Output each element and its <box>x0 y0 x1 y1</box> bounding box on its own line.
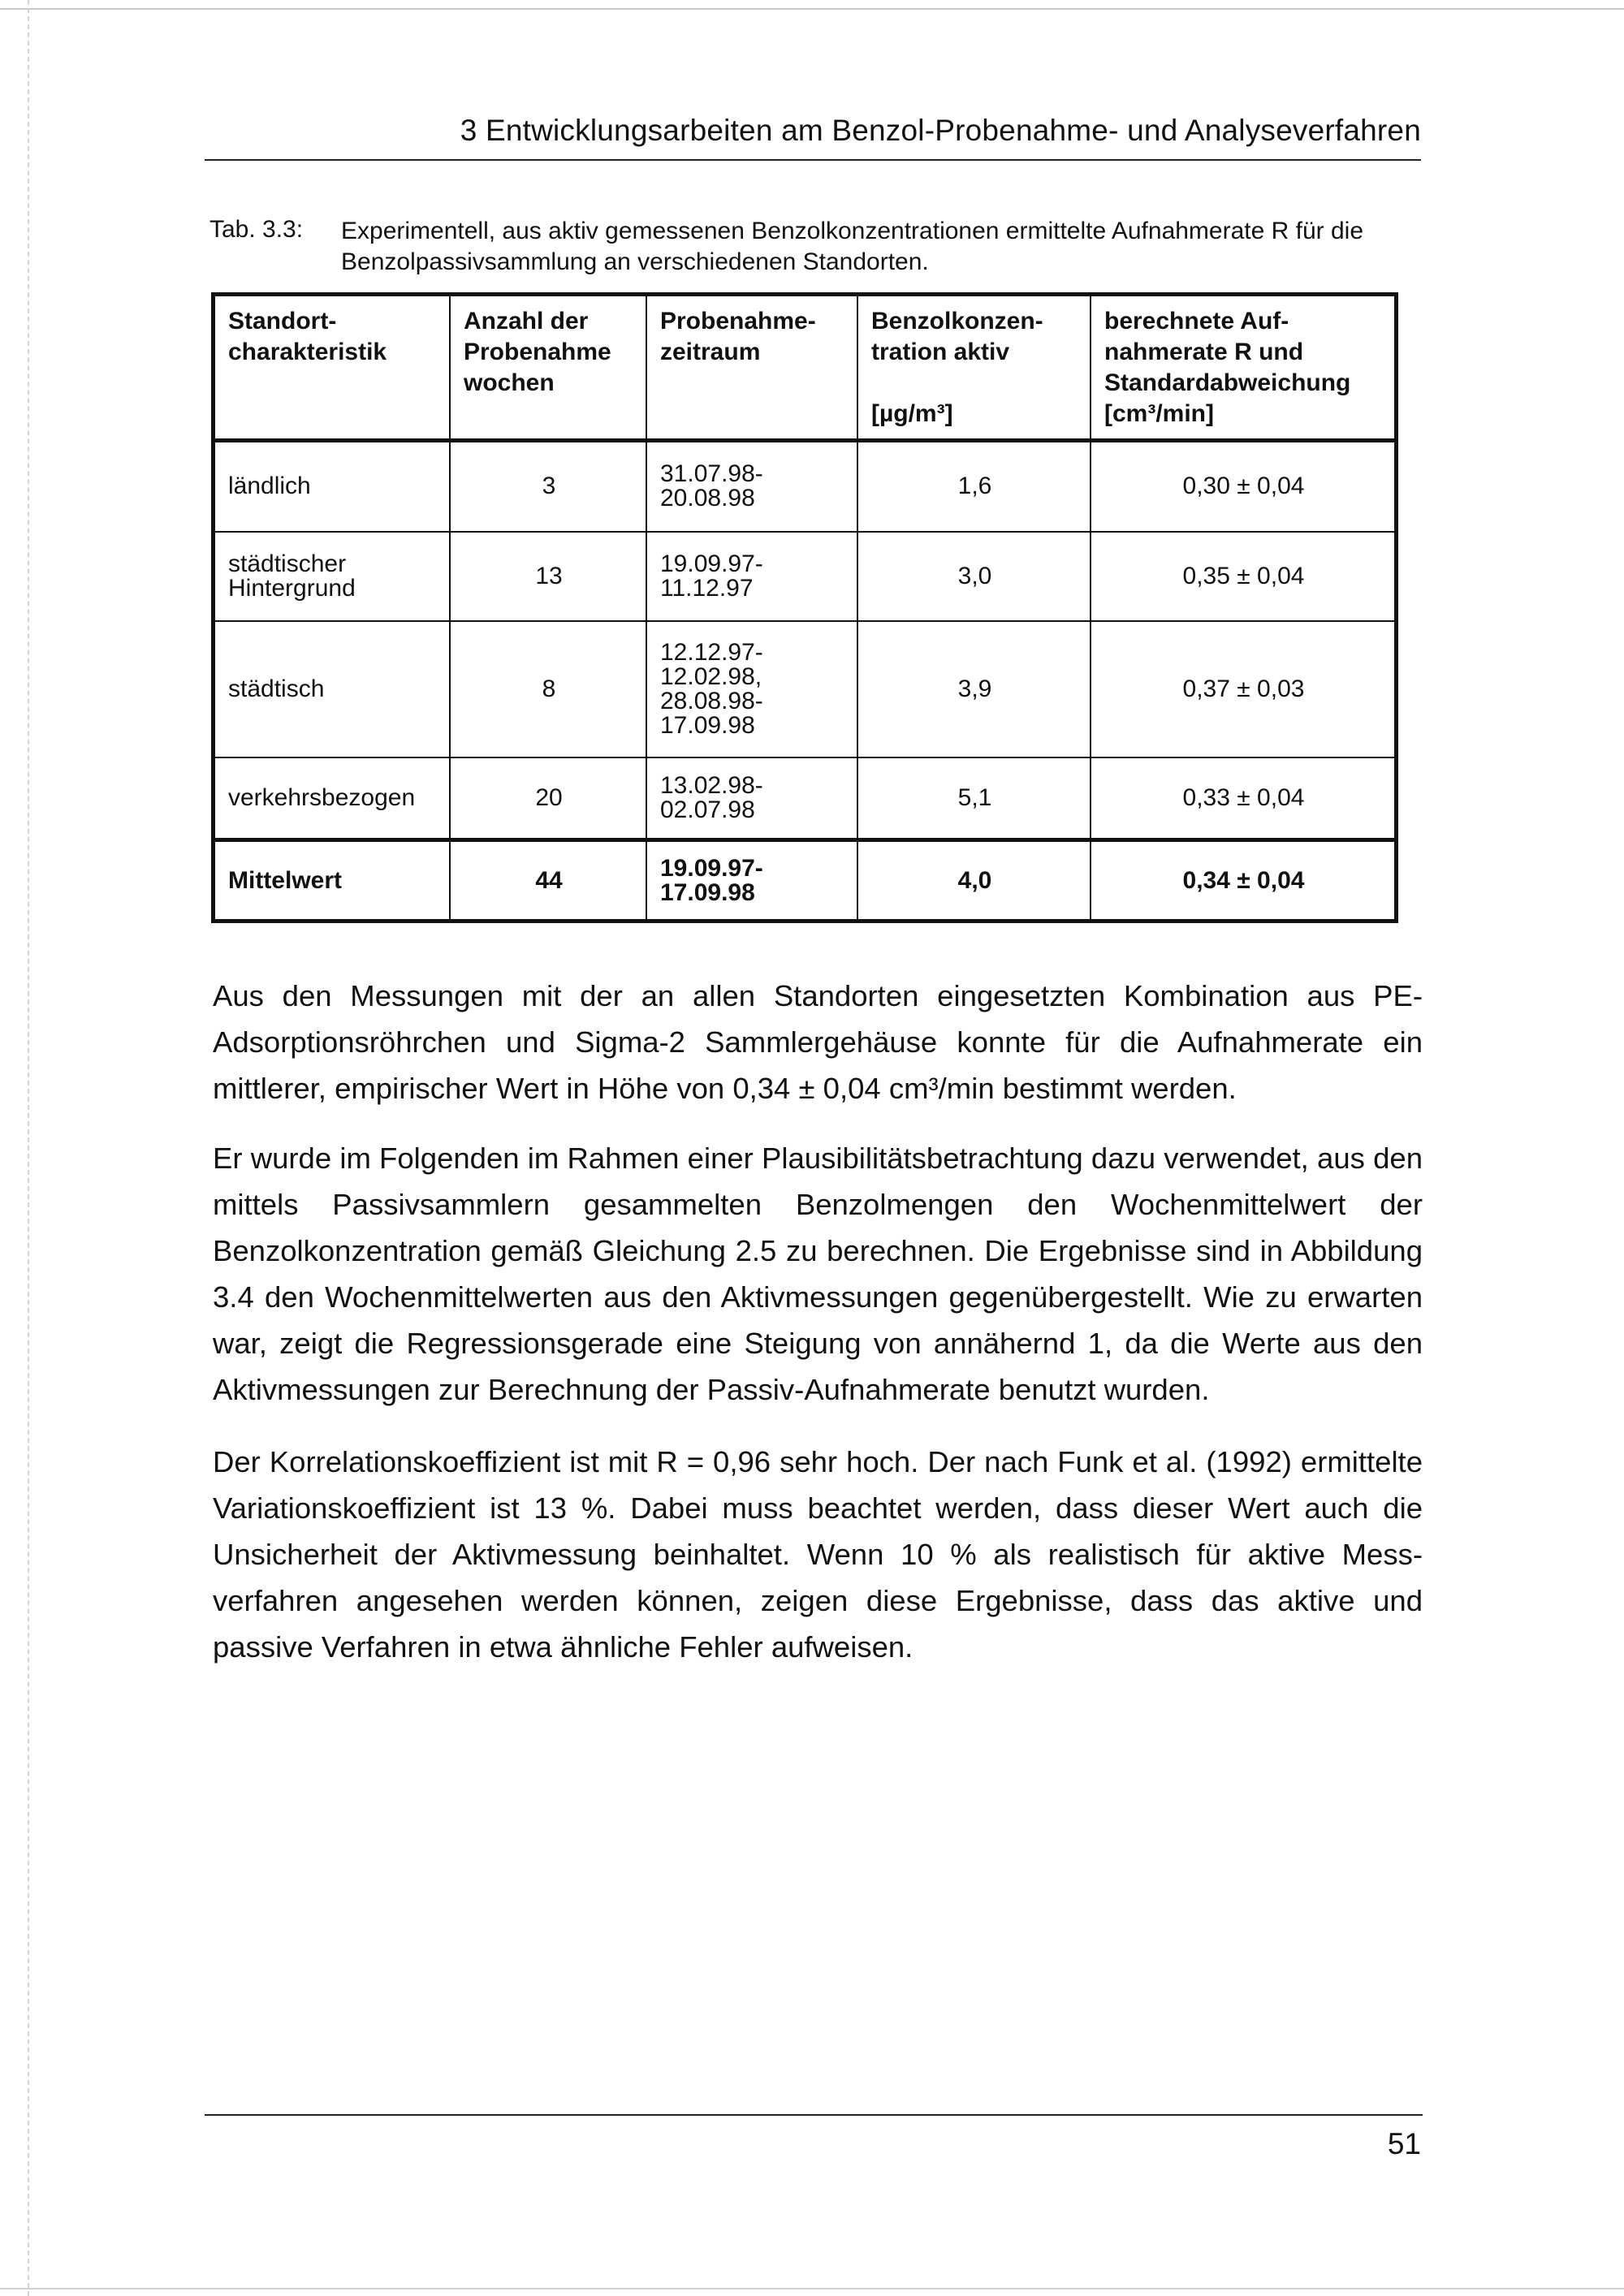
header-text: Standort- <box>228 308 337 334</box>
header-text: Probenahme <box>464 339 611 365</box>
header-text: Benzolkonzen- <box>871 308 1043 334</box>
scan-edge-left <box>28 0 29 2296</box>
header-unit: [µg/m³] <box>871 400 953 427</box>
page-number: 51 <box>1387 2127 1421 2160</box>
header-text: Probenahme- <box>660 308 816 334</box>
table-header-row <box>214 295 1397 441</box>
paragraph-text: Aus den Messungen mit der an allen Standorten eingesetzten Kombination aus PE-Adsorptionsröhrchen und Sigma-2 Sammlergehäuse konnte für die Aufnahmerate ein mittlerer, empirischer Wert in Höhe von 0,34 ± 0,04 cm³/min bestimmt werden. <box>213 979 1423 1105</box>
header-text: Standardabweichung <box>1104 369 1351 396</box>
table-row <box>214 532 1397 621</box>
cell-concentration: 4,0 <box>857 840 1091 921</box>
cell-period: 19.09.97- 17.09.98 <box>646 840 857 921</box>
body-paragraph <box>213 1439 1423 1670</box>
body-paragraph <box>213 1135 1423 1413</box>
header-concentration <box>857 295 1091 441</box>
running-header: 3 Entwicklungsarbeiten am Benzol-Probenahme- und Analyseverfahren <box>460 114 1421 147</box>
cell-weeks: 8 <box>450 621 646 757</box>
table-caption-label: Tab. 3.3: <box>209 216 304 243</box>
cell-site: verkehrsbezogen <box>214 757 451 840</box>
cell-rate: 0,30 ± 0,04 <box>1091 441 1397 532</box>
cell-concentration: 3,0 <box>857 532 1091 621</box>
header-site <box>214 295 451 441</box>
body-paragraph <box>213 973 1423 1111</box>
header-unit: [cm³/min] <box>1104 400 1214 427</box>
cell-site: städtischer Hintergrund <box>214 532 451 621</box>
cell-weeks: 13 <box>450 532 646 621</box>
cell-concentration: 5,1 <box>857 757 1091 840</box>
table-row <box>214 441 1397 532</box>
scan-edge-bottom <box>0 2288 1624 2290</box>
cell-site: ländlich <box>214 441 451 532</box>
cell-period: 13.02.98- 02.07.98 <box>646 757 857 840</box>
cell-weeks: 3 <box>450 441 646 532</box>
cell-rate: 0,37 ± 0,03 <box>1091 621 1397 757</box>
table-caption-text: Experimentell, aus aktiv gemessenen Benzolkonzentrationen ermittelte Aufnahmerate R für die Benzolpassivsammlung an verschiedenen Standorten. <box>341 218 1364 275</box>
header-text: tration aktiv <box>871 339 1010 365</box>
header-period <box>646 295 857 441</box>
scan-edge-top <box>0 8 1624 10</box>
header-text: nahmerate R und <box>1104 339 1304 365</box>
paragraph-text: Der Korrelationskoeffizient ist mit R = 0,96 sehr hoch. Der nach Funk et al. (1992) ermittelte Variationskoeffizient ist 13 %. Dabei muss beachtet werden, dass dieser Wert auch die Unsicherheit der Aktivmessung beinhaltet. Wenn 10 % als realistisch für aktive Messverfahren angesehen werden können, zeigen diese Ergebnisse, dass das aktive und passive Verfahren in etwa ähnliche Fehler aufweisen. <box>213 1445 1423 1664</box>
header-text: charakteristik <box>228 339 387 365</box>
header-text: berechnete Auf- <box>1104 308 1289 334</box>
cell-rate: 0,34 ± 0,04 <box>1091 840 1397 921</box>
header-text: zeitraum <box>660 339 761 365</box>
cell-concentration: 1,6 <box>857 441 1091 532</box>
paragraph-text: Er wurde im Folgenden im Rahmen einer Plausibilitätsbetrachtung dazu verwendet, aus den mittels Passivsammlern gesammelten Benzolmengen den Wochenmittelwert der Benzolkonzentration gemäß Gleichung 2.5 zu berechnen. Die Ergebnisse sind in Abbildung 3.4 den Wochenmittelwerten aus den Aktivmessungen gegenübergestellt. Wie zu erwarten war, zeigt die Regressionsgerade eine Steigung von annähernd 1, da die Werte aus den Aktivmessungen zur Berechnung der Passiv-Aufnahmerate benutzt wurden. <box>213 1142 1423 1406</box>
cell-weeks: 20 <box>450 757 646 840</box>
header-text: Anzahl der <box>464 308 589 334</box>
cell-site: Mittelwert <box>214 840 451 921</box>
cell-period: 31.07.98- 20.08.98 <box>646 441 857 532</box>
cell-concentration: 3,9 <box>857 621 1091 757</box>
cell-rate: 0,33 ± 0,04 <box>1091 757 1397 840</box>
table-row-mean <box>214 840 1397 921</box>
footer-rule <box>205 2114 1423 2116</box>
table-row <box>214 621 1397 757</box>
cell-period: 19.09.97- 11.12.97 <box>646 532 857 621</box>
cell-period: 12.12.97- 12.02.98, 28.08.98- 17.09.98 <box>646 621 857 757</box>
data-table <box>211 292 1398 923</box>
cell-weeks: 44 <box>450 840 646 921</box>
cell-site: städtisch <box>214 621 451 757</box>
header-rule <box>205 159 1421 161</box>
table-row <box>214 757 1397 840</box>
header-weeks <box>450 295 646 441</box>
header-text: wochen <box>464 369 555 396</box>
cell-rate: 0,35 ± 0,04 <box>1091 532 1397 621</box>
header-rate <box>1091 295 1397 441</box>
